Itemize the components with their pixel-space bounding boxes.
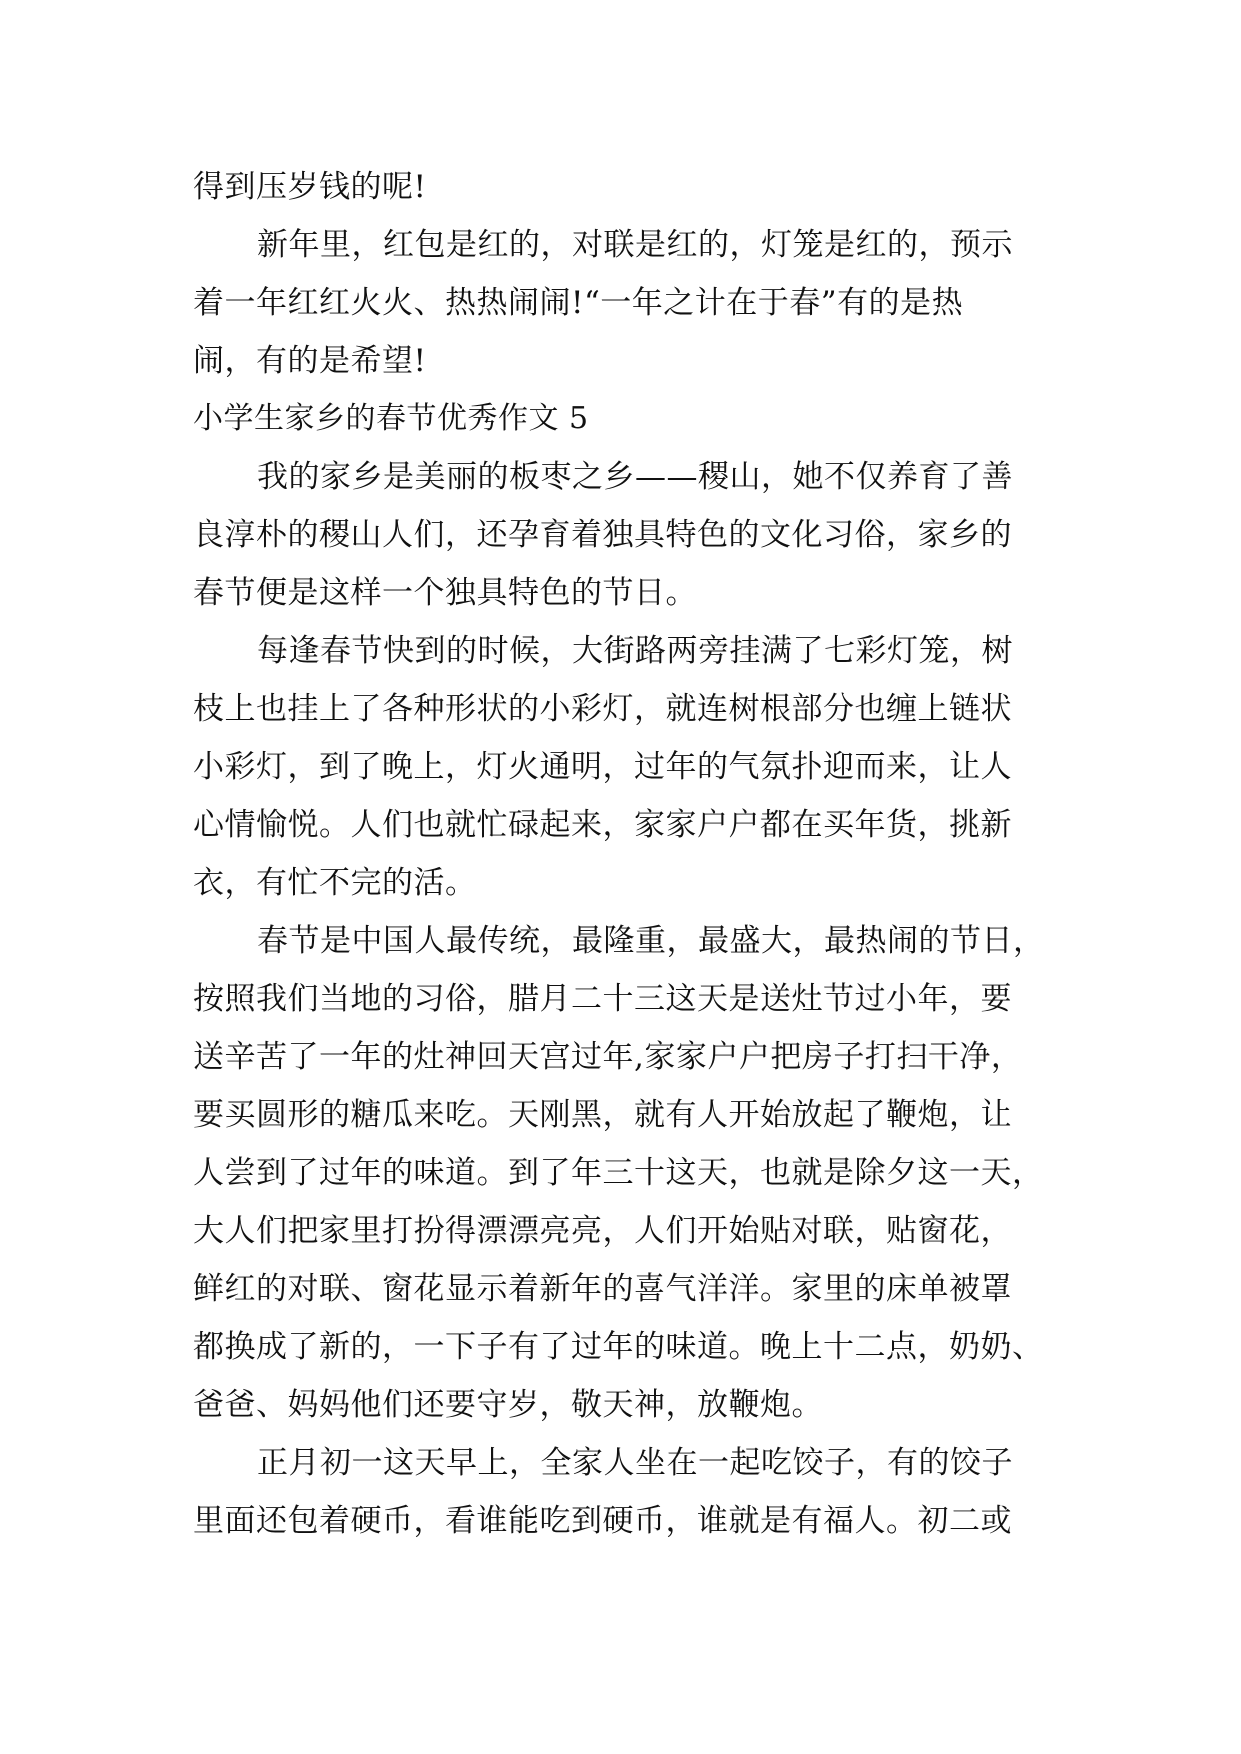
text-line: 送辛苦了一年的灶神回天宫过年,家家户户把房子打扫干净， — [193, 1039, 1023, 1075]
paragraph — [193, 912, 1053, 1434]
text-line: 着一年红红火火、热热闹闹!“一年之计在于春”有的是热 — [193, 285, 964, 321]
document-page — [193, 158, 1053, 1550]
text-line: 小彩灯，到了晚上，灯火通明，过年的气氛扑迎而来，让人 — [193, 749, 1012, 785]
text-line: 闹，有的是希望! — [193, 343, 427, 379]
text-line: 良淳朴的稷山人们，还孕育着独具特色的文化习俗，家乡的 — [193, 517, 1012, 553]
text-line: 每逢春节快到的时候，大街路两旁挂满了七彩灯笼，树 — [257, 633, 1013, 669]
text-line: 鲜红的对联、窗花显示着新年的喜气洋洋。家里的床单被罩 — [193, 1271, 1012, 1307]
paragraph — [193, 448, 1053, 622]
text-line: 我的家乡是美丽的板枣之乡——稷山，她不仅养育了善 — [257, 459, 1013, 495]
text-line: 要买圆形的糖瓜来吃。天刚黑，就有人开始放起了鞭炮，让 — [193, 1097, 1012, 1133]
text-line: 都换成了新的，一下子有了过年的味道。晚上十二点，奶奶、 — [193, 1329, 1044, 1365]
text-line: 正月初一这天早上，全家人坐在一起吃饺子，有的饺子 — [257, 1445, 1013, 1481]
text-line: 里面还包着硬币，看谁能吃到硬币，谁就是有福人。初二或 — [193, 1503, 1012, 1539]
text-line: 心情愉悦。人们也就忙碌起来，家家户户都在买年货，挑新 — [193, 807, 1012, 843]
text-line: 得到压岁钱的呢! — [193, 169, 427, 205]
paragraph — [193, 1434, 1053, 1550]
text-line: 人尝到了过年的味道。到了年三十这天，也就是除夕这一天， — [193, 1155, 1044, 1191]
text-line: 新年里，红包是红的，对联是红的，灯笼是红的，预示 — [257, 227, 1013, 263]
text-line: 枝上也挂上了各种形状的小彩灯，就连树根部分也缠上链状 — [193, 691, 1012, 727]
paragraph — [193, 158, 1053, 216]
paragraph — [193, 622, 1053, 912]
text-line: 大人们把家里打扮得漂漂亮亮，人们开始贴对联，贴窗花， — [193, 1213, 1012, 1249]
text-line: 春节是中国人最传统，最隆重，最盛大，最热闹的节日， — [257, 923, 1045, 959]
paragraph — [193, 216, 1053, 390]
text-line: 按照我们当地的习俗，腊月二十三这天是送灶节过小年，要 — [193, 981, 1012, 1017]
text-line: 春节便是这样一个独具特色的节日。 — [193, 575, 697, 611]
section-heading — [193, 390, 1053, 448]
heading-text: 小学生家乡的春节优秀作文 5 — [193, 401, 589, 436]
text-line: 衣，有忙不完的活。 — [193, 865, 477, 901]
text-line: 爸爸、妈妈他们还要守岁，敬天神，放鞭炮。 — [193, 1387, 823, 1423]
